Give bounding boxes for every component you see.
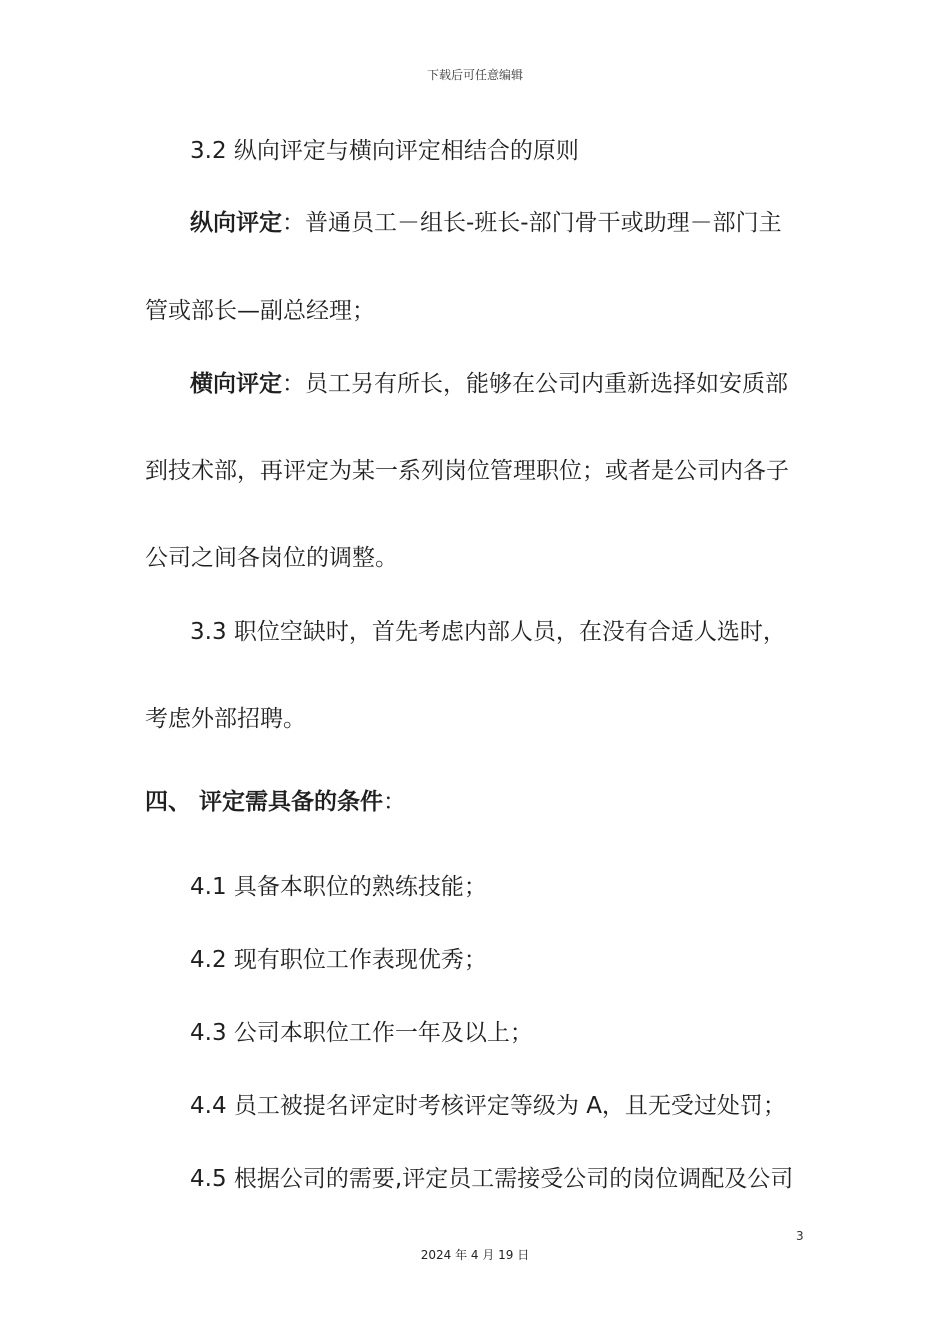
condition-4-4: 4.4 员工被提名评定时考核评定等级为 A，且无受过处罚； [190, 1093, 786, 1119]
page-header: 下载后可任意编辑 [426, 68, 523, 82]
section-4-heading [145, 787, 406, 817]
horizontal-evaluation-text: ：员工另有所长，能够在公司内重新选择如安质部 [282, 371, 788, 397]
horizontal-evaluation-line-3: 公司之间各岗位的调整。 [145, 545, 398, 571]
vertical-evaluation-text: ：普通员工－组长-班长-部门骨干或助理－部门主 [282, 210, 782, 236]
horizontal-evaluation-term: 横向评定 [190, 371, 282, 397]
section-4-colon: ： [383, 789, 407, 815]
condition-4-3: 4.3 公司本职位工作一年及以上； [190, 1020, 533, 1046]
horizontal-evaluation-line-2: 到技术部，再评定为某一系列岗位管理职位；或者是公司内各子 [145, 458, 789, 484]
section-4-title: 四、 评定需具备的条件 [145, 789, 384, 815]
vertical-evaluation-paragraph [190, 208, 782, 238]
footer-date: 2024 年 4 月 19 日 [420, 1248, 530, 1262]
page-number: 3 [796, 1229, 804, 1243]
condition-4-2: 4.2 现有职位工作表现优秀； [190, 947, 487, 973]
section-3-2-heading: 3.2 纵向评定与横向评定相结合的原则 [190, 138, 579, 164]
section-3-3-paragraph: 3.3 职位空缺时，首先考虑内部人员，在没有合适人选时， [190, 619, 786, 645]
vertical-evaluation-term: 纵向评定 [190, 210, 282, 236]
condition-4-5: 4.5 根据公司的需要,评定员工需接受公司的岗位调配及公司 [190, 1166, 794, 1192]
horizontal-evaluation-paragraph [190, 369, 788, 399]
section-3-3-continuation: 考虑外部招聘。 [145, 706, 306, 732]
condition-4-1: 4.1 具备本职位的熟练技能； [190, 874, 487, 900]
vertical-evaluation-continuation: 管或部长—副总经理； [145, 298, 375, 324]
